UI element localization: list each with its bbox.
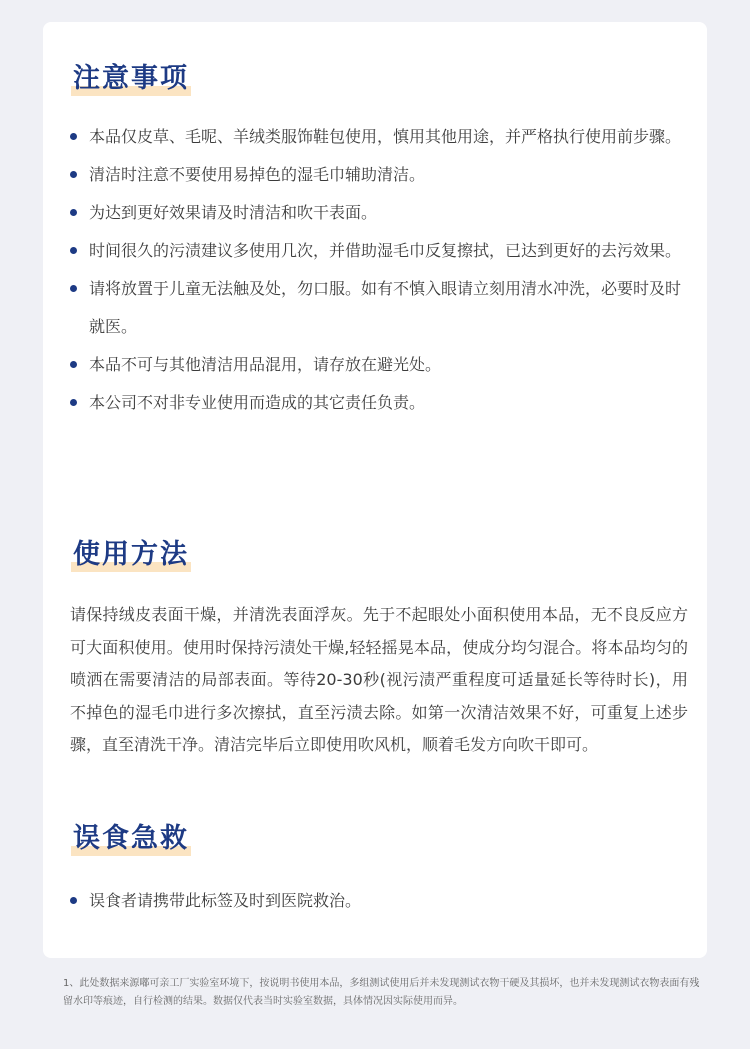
bullet-dot-icon [70, 361, 77, 368]
content-card [43, 22, 707, 958]
first-aid-list [67, 882, 687, 920]
notice-item-text: 为达到更好效果请及时清洁和吹干表面。 [89, 203, 378, 222]
bullet-dot-icon [70, 247, 77, 254]
list-item [67, 384, 687, 422]
list-item [67, 118, 687, 156]
list-item [67, 194, 687, 232]
list-item [67, 346, 687, 384]
notice-item-text: 时间很久的污渍建议多使用几次，并借助湿毛巾反复擦拭，已达到更好的去污效果。 [89, 241, 682, 260]
notice-item-text: 清洁时注意不要使用易掉色的湿毛巾辅助清洁。 [89, 165, 426, 184]
footnote: 1、此处数据来源嘟可亲工厂实验室环境下，按说明书使用本品，多组测试使用后并未发现测试衣物干硬及其损坏，也并未发现测试衣物表面有残留水印等痕迹，自行检测的结果。数据仅代表当时实验室数据，具体情况因实际使用而异。 [63, 978, 700, 1007]
bullet-dot-icon [70, 399, 77, 406]
first-aid-item-text: 误食者请携带此标签及时到医院救治。 [89, 891, 362, 910]
list-item [67, 232, 687, 270]
bullet-dot-icon [70, 171, 77, 178]
notice-list [67, 118, 687, 422]
bullet-dot-icon [70, 285, 77, 292]
first-aid-title: 误食急救 [73, 823, 189, 854]
list-item [67, 270, 687, 346]
notice-item-text: 请将放置于儿童无法触及处，勿口服。如有不慎入眼请立刻用清水冲洗，必要时及时就医。 [89, 279, 682, 336]
notice-item-text: 本品不可与其他清洁用品混用，请存放在避光处。 [89, 355, 442, 374]
list-item [67, 882, 687, 920]
list-item [67, 156, 687, 194]
usage-title: 使用方法 [73, 539, 189, 570]
bullet-dot-icon [70, 897, 77, 904]
notice-item-text: 本品仅皮草、毛呢、羊绒类服饰鞋包使用，慎用其他用途，并严格执行使用前步骤。 [89, 127, 682, 146]
notice-item-text: 本公司不对非专业使用而造成的其它责任负责。 [89, 393, 426, 412]
notice-title: 注意事项 [73, 63, 189, 94]
bullet-dot-icon [70, 133, 77, 140]
usage-text: 请保持绒皮表面干燥，并清洗表面浮灰。先于不起眼处小面积使用本品，无不良反应方可大面积使用。使用时保持污渍处干燥,轻轻摇晃本品，使成分均匀混合。将本品均匀的喷洒在需要清洁的局部表面。等待20-30秒(视污渍严重程度可适量延长等待时长)，用不掉色的湿毛巾进行多次擦拭，直至污渍去除。如第一次清洁效果不好，可重复上述步骤，直至清洗干净。清洁完毕后立即使用吹风机，顺着毛发方向吹干即可。 [70, 605, 688, 754]
bullet-dot-icon [70, 209, 77, 216]
